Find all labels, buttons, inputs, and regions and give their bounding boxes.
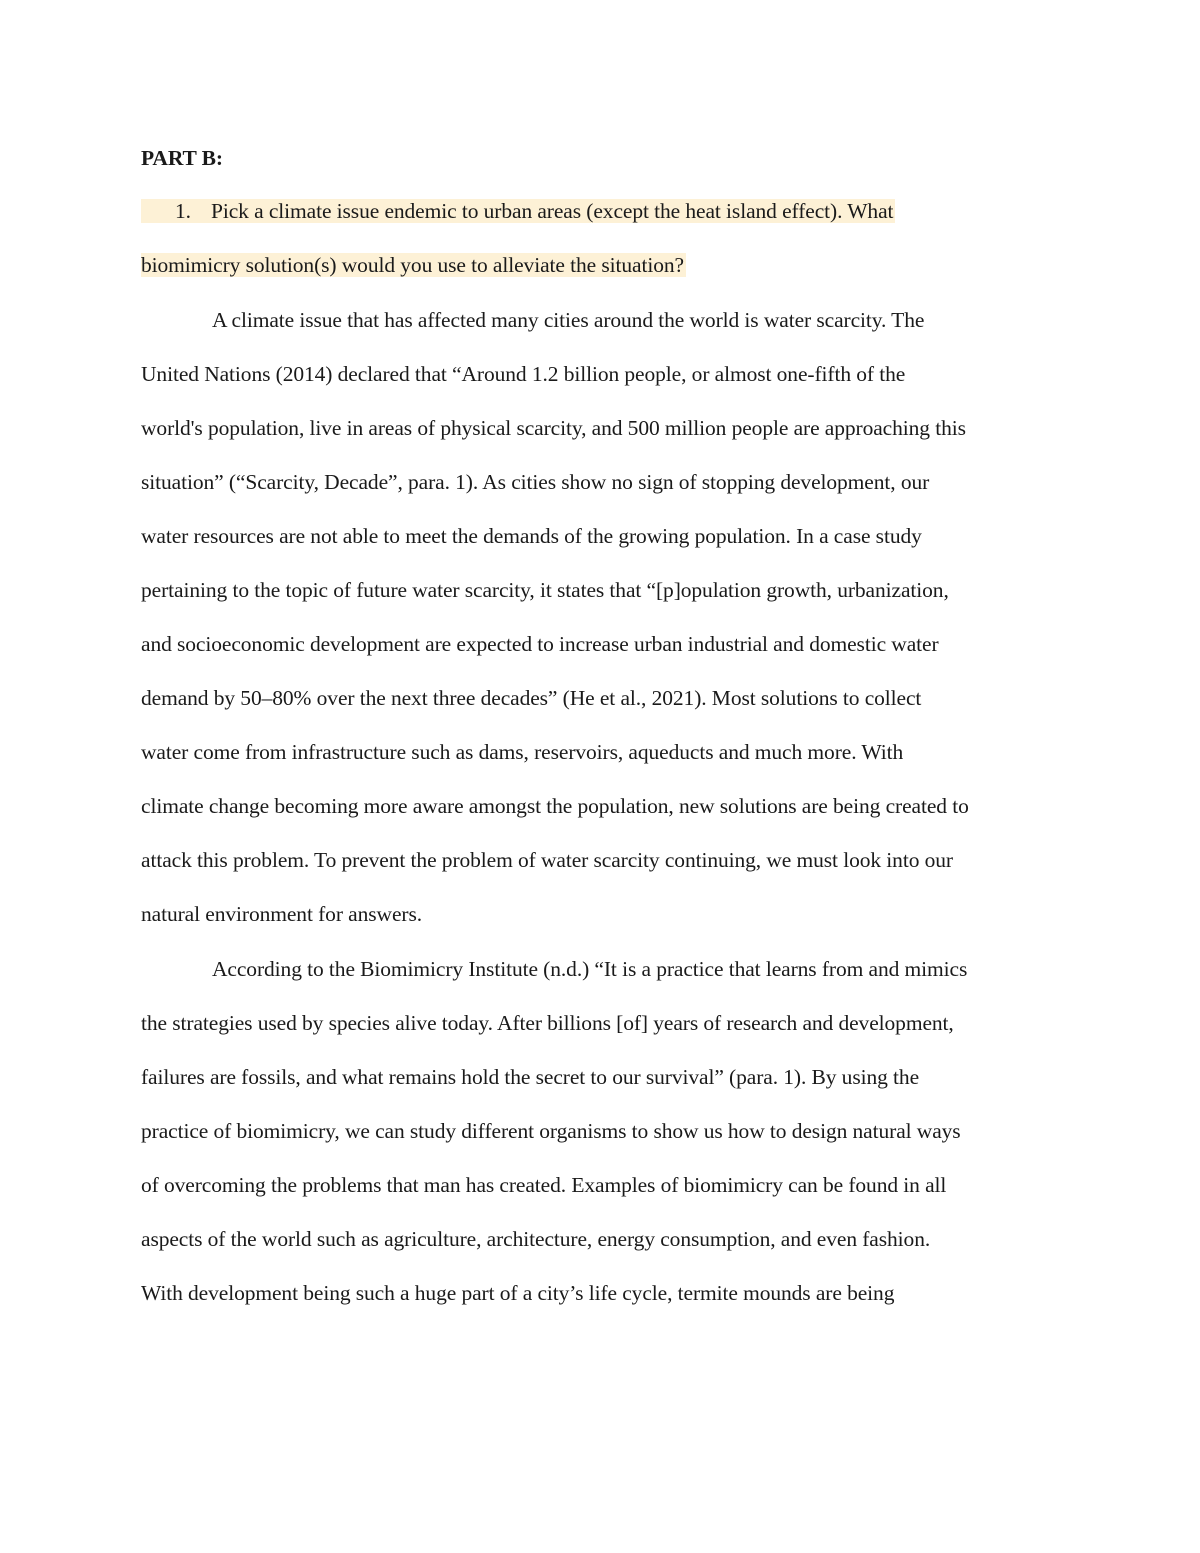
question-line-1 bbox=[141, 196, 895, 226]
paragraph-1-line: A climate issue that has affected many cities around the world is water scarcity. The bbox=[212, 308, 925, 332]
question-number: 1. bbox=[175, 199, 191, 223]
paragraph-1-line: attack this problem. To prevent the problem of water scarcity continuing, we must look into our bbox=[141, 848, 953, 872]
paragraph-1-line: water come from infrastructure such as dams, reservoirs, aqueducts and much more. With bbox=[141, 740, 904, 764]
paragraph-1-line: climate change becoming more aware amongst the population, new solutions are being created to bbox=[141, 794, 969, 818]
paragraph-1-line: water resources are not able to meet the demands of the growing population. In a case study bbox=[141, 524, 922, 548]
question-text-1: Pick a climate issue endemic to urban areas (except the heat island effect). What bbox=[211, 199, 894, 223]
section-heading: PART B: bbox=[141, 146, 223, 170]
paragraph-1-line: world's population, live in areas of physical scarcity, and 500 million people are approaching this bbox=[141, 416, 966, 440]
paragraph-1-line: demand by 50–80% over the next three decades” (He et al., 2021). Most solutions to collect bbox=[141, 686, 922, 710]
paragraph-1-line: situation” (“Scarcity, Decade”, para. 1). As cities show no sign of stopping development, our bbox=[141, 470, 930, 494]
paragraph-2-line: of overcoming the problems that man has created. Examples of biomimicry can be found in all bbox=[141, 1173, 947, 1197]
paragraph-1-line: United Nations (2014) declared that “Around 1.2 billion people, or almost one-fifth of the bbox=[141, 362, 906, 386]
paragraph-2-line: According to the Biomimicry Institute (n.d.) “It is a practice that learns from and mimics bbox=[212, 957, 968, 981]
paragraph-1-line: pertaining to the topic of future water scarcity, it states that “[p]opulation growth, urbanization, bbox=[141, 578, 949, 602]
paragraph-1-line: natural environment for answers. bbox=[141, 902, 422, 926]
paragraph-2-line: practice of biomimicry, we can study different organisms to show us how to design natural ways bbox=[141, 1119, 961, 1143]
question-text-2: biomimicry solution(s) would you use to alleviate the situation? bbox=[141, 253, 684, 277]
paragraph-2-line: the strategies used by species alive today. After billions [of] years of research and development, bbox=[141, 1011, 954, 1035]
paragraph-2-line: aspects of the world such as agriculture, architecture, energy consumption, and even fashion. bbox=[141, 1227, 931, 1251]
question-line-2 bbox=[141, 250, 686, 280]
paragraph-2-line: failures are fossils, and what remains hold the secret to our survival” (para. 1). By using the bbox=[141, 1065, 920, 1089]
question-highlight bbox=[141, 199, 895, 223]
paragraph-1-line: and socioeconomic development are expected to increase urban industrial and domestic water bbox=[141, 632, 939, 656]
paragraph-2-line: With development being such a huge part of a city’s life cycle, termite mounds are being bbox=[141, 1281, 895, 1305]
